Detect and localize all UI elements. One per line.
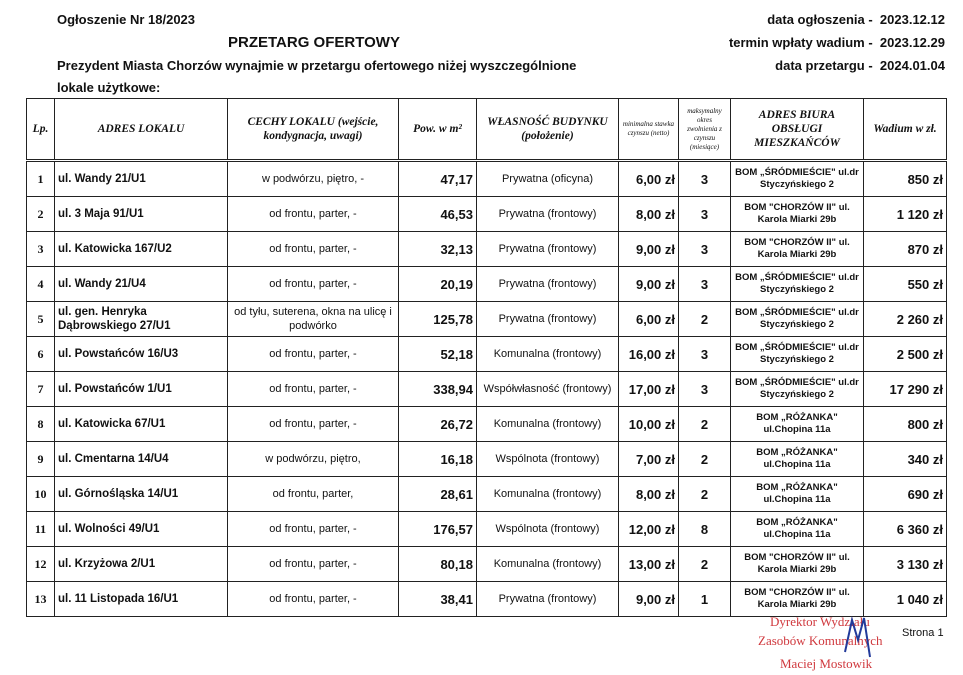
table-cell: 2 260 zł [864,302,947,337]
table-cell: 2 [679,477,731,512]
table-cell: 9,00 zł [619,582,679,617]
table-cell: 340 zł [864,442,947,477]
table-cell: 850 zł [864,161,947,197]
column-header: CECHY LOKALU (wejście, kondygnacja, uwagi) [228,99,399,161]
notice-number: Ogłoszenie Nr 18/2023 [57,12,196,27]
table-cell: ul. Katowicka 167/U2 [55,232,228,267]
table-cell: w podwórzu, piętro, [228,442,399,477]
table-cell: 6,00 zł [619,161,679,197]
table-cell: 12,00 zł [619,512,679,547]
table-cell: ul. Katowicka 67/U1 [55,407,228,442]
table-cell: BOM „ŚRÓDMIEŚCIE" ul.dr Styczyńskiego 2 [731,337,864,372]
table-cell: Współwłasność (frontowy) [477,372,619,407]
table-row [27,161,947,197]
table-cell: ul. gen. Henryka Dąbrowskiego 27/U1 [55,302,228,337]
table-cell: Prywatna (frontowy) [477,197,619,232]
table-cell: ul. Krzyżowa 2/U1 [55,547,228,582]
table-cell: od frontu, parter, - [228,512,399,547]
table-cell: 32,13 [399,232,477,267]
table-cell: 17,00 zł [619,372,679,407]
table-cell: 8 [27,407,55,442]
table-cell: 8 [679,512,731,547]
table-cell: 47,17 [399,161,477,197]
page-title: PRZETARG OFERTOWY [228,34,400,51]
table-cell: 125,78 [399,302,477,337]
date-value: 2024.01.04 [879,58,945,73]
table-cell: BOM „RÓŻANKA" ul.Chopina 11a [731,442,864,477]
table-cell: od frontu, parter, - [228,232,399,267]
stamp-line2: Zasobów Komunalnych [758,633,883,648]
table-row [27,267,947,302]
date-value: 2023.12.29 [879,35,945,50]
table-cell: 6 [27,337,55,372]
stamp-name: Maciej Mostowik [780,656,873,671]
column-header: WŁASNOŚĆ BUDYNKU (położenie) [477,99,619,161]
table-cell: 13,00 zł [619,547,679,582]
table-cell: BOM „RÓŻANKA" ul.Chopina 11a [731,512,864,547]
table-cell: 3 [679,267,731,302]
table-cell: 3 [679,372,731,407]
table-row [27,547,947,582]
table-row [27,337,947,372]
table-cell: 16,18 [399,442,477,477]
table-cell: 9,00 zł [619,267,679,302]
signature-icon [840,612,890,662]
table-cell: 338,94 [399,372,477,407]
table-cell: 16,00 zł [619,337,679,372]
table-cell: Prywatna (frontowy) [477,582,619,617]
table-row [27,442,947,477]
table-cell: Komunalna (frontowy) [477,477,619,512]
stamp-line1: Dyrektor Wydziału [770,614,870,629]
table-cell: od frontu, parter, - [228,337,399,372]
table-cell: 690 zł [864,477,947,512]
table-cell: od tyłu, suterena, okna na ulicę i podwórko [228,302,399,337]
date-row [767,12,945,28]
table-cell: ul. 11 Listopada 16/U1 [55,582,228,617]
table-cell: ul. Wandy 21/U1 [55,161,228,197]
intro-line1: Prezydent Miasta Chorzów wynajmie w przetargu ofertowego niżej wyszczególnione [57,58,577,73]
table-cell: BOM „RÓŻANKA" ul.Chopina 11a [731,477,864,512]
table-cell: 8,00 zł [619,477,679,512]
table-cell: 3 [27,232,55,267]
table-cell: 10 [27,477,55,512]
table-cell: 17 290 zł [864,372,947,407]
table-cell: ul. Cmentarna 14/U4 [55,442,228,477]
table-cell: 52,18 [399,337,477,372]
date-value: 2023.12.12 [879,12,945,27]
table-cell: 176,57 [399,512,477,547]
table-cell: 1 120 zł [864,197,947,232]
table-cell: Prywatna (frontowy) [477,232,619,267]
column-header: ADRES LOKALU [55,99,228,161]
column-header: Wadium w zł. [864,99,947,161]
table-cell: 13 [27,582,55,617]
table-cell: 2 500 zł [864,337,947,372]
table-cell: w podwórzu, piętro, - [228,161,399,197]
table-cell: od frontu, parter, - [228,372,399,407]
table-cell: 11 [27,512,55,547]
table-cell: ul. Wandy 21/U4 [55,267,228,302]
table-cell: 800 zł [864,407,947,442]
table-cell: od frontu, parter, - [228,267,399,302]
table-cell: Komunalna (frontowy) [477,547,619,582]
table-cell: BOM „ŚRÓDMIEŚCIE" ul.dr Styczyńskiego 2 [731,267,864,302]
table-cell: ul. Powstańców 1/U1 [55,372,228,407]
table-row [27,582,947,617]
table-cell: od frontu, parter, - [228,582,399,617]
date-label: termin wpłaty wadium - [728,35,873,50]
column-header: minimalna stawka czynszu (netto) [619,99,679,161]
table-cell: 9,00 zł [619,232,679,267]
table-cell: 2 [679,407,731,442]
date-label: data ogłoszenia - [767,12,873,27]
date-row [729,35,945,51]
column-header: Pow. w m² [399,99,477,161]
table-row [27,407,947,442]
table-cell: 870 zł [864,232,947,267]
table-cell: 26,72 [399,407,477,442]
table-row [27,512,947,547]
table-row [27,232,947,267]
table-cell: 1 040 zł [864,582,947,617]
table-cell: BOM „ŚRÓDMIEŚCIE" ul.dr Styczyńskiego 2 [731,372,864,407]
table-cell: Prywatna (oficyna) [477,161,619,197]
table-cell: Wspólnota (frontowy) [477,442,619,477]
table-cell: BOM "CHORZÓW II" ul. Karola Miarki 29b [731,547,864,582]
table-cell: 2 [679,547,731,582]
table-cell: 8,00 zł [619,197,679,232]
table-cell: 550 zł [864,267,947,302]
table-cell: 3 [679,232,731,267]
page-number: Strona 1 [902,627,944,639]
table-cell: 10,00 zł [619,407,679,442]
table-cell: 20,19 [399,267,477,302]
table-cell: ul. Wolności 49/U1 [55,512,228,547]
date-label: data przetargu - [775,58,873,73]
column-header: maksymalny okres zwolnienia z czynszu (miesiące) [679,99,731,161]
table-cell: ul. Górnośląska 14/U1 [55,477,228,512]
table-cell: 3 130 zł [864,547,947,582]
table-cell: od frontu, parter, [228,477,399,512]
table-cell: 4 [27,267,55,302]
table-cell: 2 [679,442,731,477]
table-cell: 12 [27,547,55,582]
table-cell: 2 [27,197,55,232]
column-header: Lp. [27,99,55,161]
table-cell: 1 [27,161,55,197]
table-cell: 3 [679,337,731,372]
table-row [27,197,947,232]
table-cell: 9 [27,442,55,477]
table-cell: 6 360 zł [864,512,947,547]
table-row [27,372,947,407]
table-cell: 6,00 zł [619,302,679,337]
date-row [775,58,945,74]
table-cell: Prywatna (frontowy) [477,267,619,302]
table-cell: BOM „ŚRÓDMIEŚCIE" ul.dr Styczyńskiego 2 [731,302,864,337]
table-cell: 38,41 [399,582,477,617]
column-header: ADRES BIURA OBSŁUGI MIESZKAŃCÓW [731,99,864,161]
table-cell: od frontu, parter, - [228,547,399,582]
table-cell: 3 [679,161,731,197]
table-cell: od frontu, parter, - [228,407,399,442]
table-cell: 80,18 [399,547,477,582]
table-cell: BOM "CHORZÓW II" ul. Karola Miarki 29b [731,232,864,267]
offers-table [26,98,947,617]
table-cell: BOM „ŚRÓDMIEŚCIE" ul.dr Styczyńskiego 2 [731,161,864,197]
table-cell: 46,53 [399,197,477,232]
table-cell: 2 [679,302,731,337]
table-cell: 7,00 zł [619,442,679,477]
table-cell: 1 [679,582,731,617]
table-cell: 7 [27,372,55,407]
table-cell: Wspólnota (frontowy) [477,512,619,547]
table-cell: BOM "CHORZÓW II" ul. Karola Miarki 29b [731,582,864,617]
table-cell: 3 [679,197,731,232]
table-row [27,477,947,512]
table-cell: ul. Powstańców 16/U3 [55,337,228,372]
table-cell: 5 [27,302,55,337]
table-cell: od frontu, parter, - [228,197,399,232]
table-cell: BOM „RÓŻANKA" ul.Chopina 11a [731,407,864,442]
table-cell: BOM "CHORZÓW II" ul. Karola Miarki 29b [731,197,864,232]
table-cell: Komunalna (frontowy) [477,407,619,442]
table-cell: Komunalna (frontowy) [477,337,619,372]
table-cell: Prywatna (frontowy) [477,302,619,337]
table-cell: ul. 3 Maja 91/U1 [55,197,228,232]
table-cell: 28,61 [399,477,477,512]
table-row [27,302,947,337]
intro-line2: lokale użytkowe: [57,80,161,95]
